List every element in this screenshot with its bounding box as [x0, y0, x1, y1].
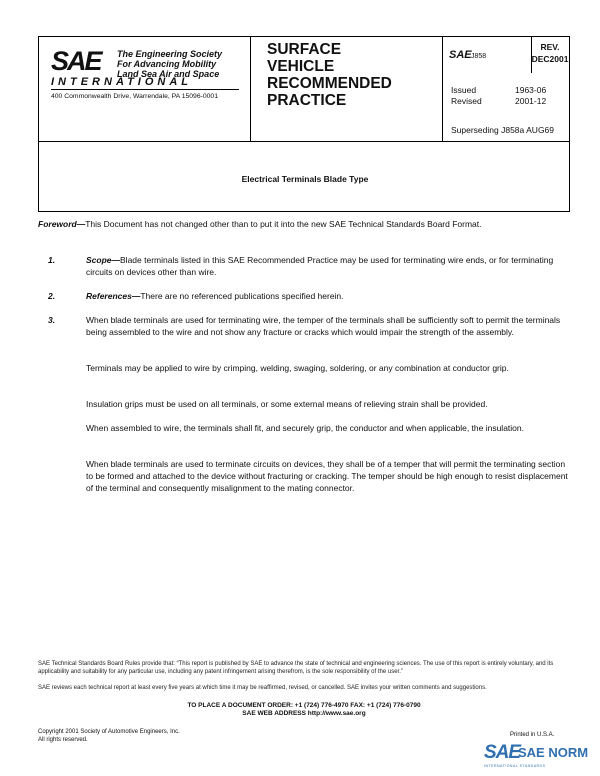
society-tagline: The Engineering Society For Advancing Mobility Land Sea Air and Space — [117, 49, 223, 79]
review-note: SAE reviews each technical report at least every five years at which time it may be reaffirmed, revised, or cancelled. SAE invites your written comments and suggestions. — [38, 685, 487, 691]
rev-date: DEC2001 — [531, 54, 569, 64]
watermark-name: SAE NORM — [518, 745, 589, 760]
watermark-logo — [484, 742, 596, 772]
title-box — [38, 142, 570, 212]
watermark-sub: INTERNATIONAL STANDARDS — [484, 764, 546, 768]
revision-cell — [531, 41, 569, 65]
revised-row: Revised 2001-12 — [451, 96, 547, 106]
superseding-note: Superseding J858a AUG69 — [451, 125, 555, 135]
standard-id-row — [443, 37, 569, 73]
rev-label: REV. — [540, 42, 560, 52]
standard-number: J858 — [471, 53, 487, 60]
footer-notes — [38, 660, 570, 692]
printed-note: Printed in U.S.A. — [510, 732, 555, 738]
order-line: TO PLACE A DOCUMENT ORDER: +1 (724) 776-4970 FAX: +1 (724) 776-0790 — [187, 702, 421, 709]
doc-type-cell — [250, 37, 443, 141]
divider — [51, 89, 239, 90]
web-address: SAE WEB ADDRESS http://www.sae.org — [242, 710, 366, 717]
sae-mark: SAE — [449, 49, 472, 61]
standard-code-cell — [443, 37, 532, 73]
document-title: Electrical Terminals Blade Type — [241, 174, 369, 184]
header-box — [38, 36, 570, 142]
standard-info-cell — [443, 37, 569, 141]
board-rules: SAE Technical Standards Board Rules provide that: “This report is published by SAE to advance the state of technical and engineering sciences. The use of this report is entirely voluntary, and its applicability and suitability for any particular use, including any patent infringement arising therefrom, is the sole responsibility of the user.” — [38, 661, 554, 675]
issued-row: Issued 1963-06 — [451, 85, 547, 95]
international-label: INTERNATIONAL — [51, 76, 193, 88]
foreword-heading: Foreword— — [38, 219, 86, 229]
publisher-cell — [39, 37, 250, 141]
copyright: Copyright 2001 Society of Automotive Engineers, Inc. All rights reserved. — [38, 729, 180, 743]
sae-logo: SAE — [51, 46, 101, 76]
doc-type: SURFACE VEHICLE RECOMMENDED PRACTICE — [267, 41, 392, 109]
order-info — [38, 702, 570, 718]
watermark-mark: SAE — [484, 742, 521, 763]
issue-dates — [451, 85, 547, 107]
publisher-address: 400 Commonwealth Drive, Warrendale, PA 15096-0001 — [51, 93, 218, 100]
foreword-text: This Document has not changed other than to put it into the new SAE Technical Standards Board Format. — [85, 219, 482, 229]
